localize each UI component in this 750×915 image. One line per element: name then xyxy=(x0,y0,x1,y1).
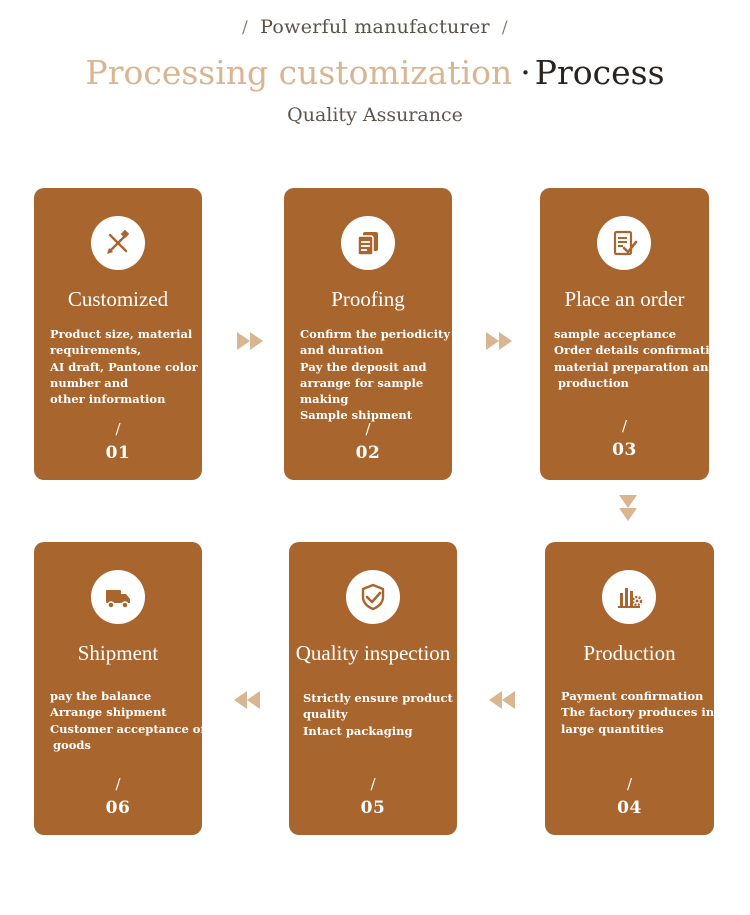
step-description-line: Payment confirmation xyxy=(561,689,704,703)
truck-icon xyxy=(91,570,145,624)
step-title: Quality inspection xyxy=(295,641,451,665)
step-slash: / xyxy=(621,417,628,435)
step-description-line: Arrange shipment xyxy=(50,705,167,720)
page-title-main: Processing customization xyxy=(85,53,513,92)
step-description xyxy=(50,688,206,753)
page-title xyxy=(0,53,750,92)
step-description-line: other information xyxy=(50,392,166,407)
eyebrow-heading xyxy=(0,16,750,38)
step-description-line: pay the balance xyxy=(50,689,152,703)
step-slash: / xyxy=(115,775,121,793)
double-arrow-right-icon xyxy=(486,330,514,352)
step-slash: / xyxy=(115,420,121,438)
step-description-line: quality xyxy=(303,707,348,722)
step-title: Production xyxy=(583,641,676,665)
step-number: 02 xyxy=(355,443,381,463)
step-description xyxy=(50,326,198,407)
step-number: 01 xyxy=(105,443,131,463)
double-arrow-down-icon xyxy=(617,495,639,523)
double-arrow-left-icon xyxy=(232,689,260,711)
double-arrow-left-icon xyxy=(487,689,515,711)
step-description-line: Pay the deposit and xyxy=(300,359,427,374)
step-description-line: Sample shipment xyxy=(300,408,413,423)
step-description-line: Strictly ensure product xyxy=(303,691,453,705)
step-card-customized xyxy=(34,188,202,480)
step-slash: / xyxy=(365,420,371,438)
step-card-proofing xyxy=(284,188,452,480)
step-title: Shipment xyxy=(77,641,159,665)
step-title: Customized xyxy=(67,287,169,311)
step-description-line: large quantities xyxy=(561,721,664,736)
step-title: Proofing xyxy=(331,287,405,311)
step-description-line: Confirm the periodicity xyxy=(300,327,450,341)
step-description-line: AI draft, Pantone color xyxy=(50,359,198,374)
step-title: Place an order xyxy=(564,287,685,311)
step-description xyxy=(300,326,450,424)
step-description-line: Order details confirmation xyxy=(554,343,726,358)
step-number: 03 xyxy=(612,440,637,460)
step-description-line: Product size, material xyxy=(50,327,193,341)
page-title-accent: Process xyxy=(534,53,665,92)
step-description xyxy=(561,688,715,737)
pencil-ruler-icon xyxy=(91,216,145,270)
step-description-line: production xyxy=(558,375,629,390)
eyebrow-text: Powerful manufacturer xyxy=(260,16,490,38)
step-card-place-an-order xyxy=(540,188,726,480)
step-description-line: The factory produces in xyxy=(561,705,715,720)
step-description-line: material preparation and xyxy=(554,359,717,374)
step-description-line: and duration xyxy=(300,343,384,358)
step-description-line: goods xyxy=(53,737,91,752)
step-description xyxy=(303,690,453,739)
step-card-quality-inspection xyxy=(289,542,457,835)
step-number: 04 xyxy=(617,798,642,818)
shield-check-icon xyxy=(346,570,400,624)
step-description-line: sample acceptance xyxy=(554,327,677,341)
step-description-line: Customer acceptance of xyxy=(50,721,206,736)
step-description-line: requirements, xyxy=(50,343,142,358)
step-description-line: Intact packaging xyxy=(303,723,413,738)
step-number: 06 xyxy=(105,798,131,818)
step-description xyxy=(554,326,726,391)
page-subtitle: Quality Assurance xyxy=(287,104,463,126)
order-checklist-icon xyxy=(597,216,651,270)
page-title-dot: · xyxy=(520,53,531,92)
eyebrow-slash-left: / xyxy=(242,18,249,38)
factory-bars-gear-icon xyxy=(602,570,656,624)
eyebrow-slash-right: / xyxy=(501,18,508,38)
step-description-line: arrange for sample xyxy=(300,375,424,390)
step-slash: / xyxy=(626,775,633,793)
step-card-production xyxy=(545,542,714,835)
step-slash: / xyxy=(370,775,376,793)
double-arrow-right-icon xyxy=(237,330,265,352)
step-description-line: making xyxy=(300,392,349,407)
step-description-line: number and xyxy=(50,375,129,390)
step-number: 05 xyxy=(360,798,386,818)
document-stack-icon xyxy=(341,216,395,270)
step-card-shipment xyxy=(34,542,206,835)
